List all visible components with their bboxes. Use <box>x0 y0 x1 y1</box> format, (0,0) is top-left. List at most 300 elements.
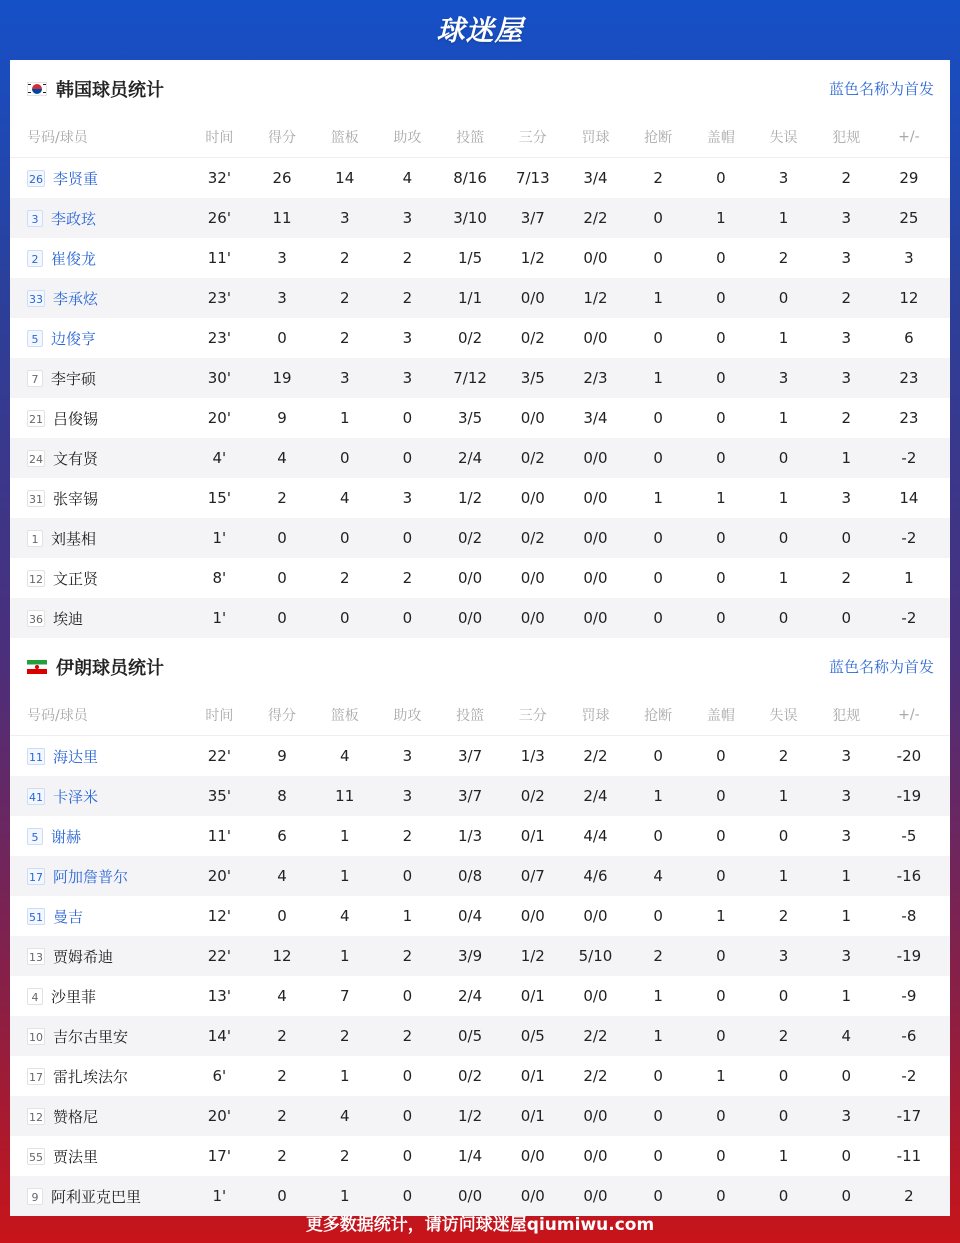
table-row <box>10 1016 950 1056</box>
stat-cell: 1 <box>339 409 350 427</box>
stat-cell: 2 <box>778 907 789 925</box>
stat-cell: 3 <box>841 787 851 805</box>
player-cell <box>10 368 188 389</box>
stat-cell: 1/4 <box>458 1147 483 1165</box>
stat-cell: 0/0 <box>583 449 608 467</box>
stat-cell: 0 <box>339 609 350 627</box>
stat-cell: 3 <box>841 827 851 845</box>
player-name: 边俊亨 <box>51 329 97 348</box>
stat-cell: 1 <box>339 867 350 885</box>
stat-cell: 2/2 <box>583 1067 608 1085</box>
stat-cell: 2 <box>841 169 851 187</box>
stat-cell: 1 <box>716 489 726 507</box>
stat-cell: 23 <box>899 369 919 387</box>
stat-cell: 2 <box>402 569 413 587</box>
stat-cell: 0 <box>653 1147 663 1165</box>
stat-cell: 0/0 <box>520 907 545 925</box>
stat-cell: 0/2 <box>458 329 483 347</box>
table-row <box>10 1136 950 1176</box>
korea-flag-icon <box>27 82 47 96</box>
player-cell <box>10 528 188 549</box>
jersey-number: 10 <box>27 1028 45 1045</box>
table-row <box>10 598 950 638</box>
stat-cell: 0 <box>716 787 726 805</box>
stat-cell: 0 <box>402 409 413 427</box>
jersey-number: 55 <box>27 1148 45 1165</box>
stat-cell: 20' <box>207 409 231 427</box>
stat-cell: 0 <box>716 529 726 547</box>
stat-cell: 0/2 <box>520 529 545 547</box>
stat-cell: 2 <box>277 489 287 507</box>
stat-cell: 1/2 <box>458 489 483 507</box>
stat-cell: 2/4 <box>583 787 608 805</box>
player-cell <box>10 288 188 309</box>
stat-cell: 0 <box>778 449 789 467</box>
stat-cell: 0 <box>778 827 789 845</box>
player-cell <box>10 946 188 967</box>
player-cell <box>10 608 188 629</box>
stat-cell: 0/2 <box>458 1067 483 1085</box>
jersey-number: 11 <box>27 748 45 765</box>
jersey-number: 17 <box>27 868 45 885</box>
stat-cell: 0 <box>716 249 726 267</box>
stat-cell: 0 <box>277 329 287 347</box>
column-header: 投篮 <box>456 708 485 724</box>
stat-cell: 17' <box>207 1147 231 1165</box>
stat-cell: 3 <box>841 209 851 227</box>
stat-cell: 1 <box>778 867 789 885</box>
stat-cell: 2 <box>339 1147 350 1165</box>
stat-cell: 29 <box>899 169 919 187</box>
stat-cell: 30' <box>207 369 231 387</box>
player-rows <box>10 736 950 1216</box>
column-header-row <box>10 695 950 736</box>
table-row <box>10 278 950 318</box>
stat-cell: 3 <box>402 329 413 347</box>
stat-cell: -2 <box>901 529 917 547</box>
jersey-number: 41 <box>27 788 45 805</box>
footer-text: 更多数据统计，请访问球迷屋qiumiwu.com <box>305 1215 655 1235</box>
table-row <box>10 896 950 936</box>
stat-cell: 4 <box>339 1107 350 1125</box>
stat-cell: 0/0 <box>458 569 483 587</box>
player-cell <box>10 1146 188 1167</box>
stat-cell: 3 <box>841 1107 851 1125</box>
stat-cell: 3 <box>402 787 413 805</box>
stat-cell: 0 <box>277 529 287 547</box>
stat-cell: 1' <box>212 609 227 627</box>
player-name: 卡泽米 <box>53 787 99 806</box>
stat-cell: 1 <box>778 329 789 347</box>
stat-cell: 2 <box>402 827 413 845</box>
stat-cell: 2 <box>841 409 851 427</box>
stat-cell: 0/0 <box>583 489 608 507</box>
table-row <box>10 318 950 358</box>
stat-cell: 0 <box>402 1187 413 1205</box>
stat-cell: 0 <box>653 827 663 845</box>
stat-cell: 2 <box>841 289 851 307</box>
player-name: 吉尔古里安 <box>53 1027 129 1046</box>
stat-cell: 3 <box>778 369 789 387</box>
stat-cell: -2 <box>901 1067 917 1085</box>
stat-cell: 15' <box>207 489 231 507</box>
stat-cell: 11' <box>207 249 231 267</box>
stat-cell: 5/10 <box>578 947 613 965</box>
stat-cell: 0/0 <box>583 907 608 925</box>
stat-cell: 0 <box>339 449 350 467</box>
jersey-number: 36 <box>27 610 45 627</box>
stat-cell: 1 <box>339 947 350 965</box>
stat-cell: 20' <box>207 867 231 885</box>
player-cell <box>10 1106 188 1127</box>
stat-cell: 0/0 <box>520 1187 545 1205</box>
stat-cell: 3 <box>841 249 851 267</box>
stat-cell: 3/7 <box>458 787 483 805</box>
stat-cell: 0 <box>277 1187 287 1205</box>
column-header: 盖帽 <box>706 130 735 146</box>
stats-panel <box>10 60 950 1206</box>
column-header: 盖帽 <box>706 708 735 724</box>
stat-cell: 26 <box>272 169 292 187</box>
stat-cell: 0 <box>653 1187 663 1205</box>
stat-cell: 0 <box>716 409 726 427</box>
jersey-number: 17 <box>27 1068 45 1085</box>
stat-cell: 4 <box>653 867 663 885</box>
stat-cell: 4 <box>277 987 287 1005</box>
stat-cell: 4 <box>339 489 350 507</box>
stat-cell: 0 <box>841 1067 851 1085</box>
stat-cell: 0/1 <box>520 827 545 845</box>
stat-cell: 0 <box>716 747 726 765</box>
stat-cell: 0 <box>716 569 726 587</box>
stat-cell: 4/6 <box>583 867 608 885</box>
stat-cell: 0 <box>402 987 413 1005</box>
stat-cell: -5 <box>901 827 917 845</box>
stat-cell: 12 <box>272 947 292 965</box>
stat-cell: 35' <box>207 787 231 805</box>
player-cell <box>10 786 188 807</box>
stat-cell: 2 <box>653 947 663 965</box>
stat-cell: 0 <box>653 249 663 267</box>
player-name: 贾姆希迪 <box>53 947 114 966</box>
stat-cell: 0/1 <box>520 1107 545 1125</box>
jersey-number: 31 <box>27 490 45 507</box>
stat-cell: 0 <box>277 907 287 925</box>
table-row <box>10 198 950 238</box>
table-row <box>10 976 950 1016</box>
stat-cell: 26' <box>207 209 231 227</box>
stat-cell: 0/1 <box>520 1067 545 1085</box>
stat-cell: 0 <box>402 1067 413 1085</box>
stat-cell: 7 <box>339 987 350 1005</box>
jersey-number: 9 <box>27 1188 43 1205</box>
stat-cell: 0 <box>716 987 726 1005</box>
column-header-player: 号码/球员 <box>27 130 88 146</box>
player-cell <box>10 906 188 927</box>
player-cell <box>10 746 188 767</box>
column-header-row <box>10 117 950 158</box>
stat-cell: 0 <box>339 529 350 547</box>
column-header: 时间 <box>205 130 234 146</box>
stat-cell: 1 <box>778 569 789 587</box>
section-title: 韩国球员统计 <box>56 79 164 101</box>
stat-cell: 1 <box>339 1067 350 1085</box>
stat-cell: 3 <box>339 209 350 227</box>
stat-cell: 0 <box>841 529 851 547</box>
stat-cell: 0 <box>716 449 726 467</box>
stat-cell: 1 <box>841 867 851 885</box>
stat-cell: 1 <box>778 409 789 427</box>
stat-cell: 2 <box>339 1027 350 1045</box>
stat-cell: 0 <box>653 449 663 467</box>
stat-cell: 2 <box>653 169 663 187</box>
stat-cell: 0/0 <box>583 529 608 547</box>
stat-cell: -19 <box>896 787 922 805</box>
stat-cell: 0 <box>716 1187 726 1205</box>
stat-cell: 0 <box>716 947 726 965</box>
jersey-number: 5 <box>27 330 43 347</box>
stat-cell: 2/2 <box>583 747 608 765</box>
stat-cell: 1' <box>212 529 227 547</box>
stat-cell: -2 <box>901 449 917 467</box>
stat-cell: -8 <box>901 907 917 925</box>
jersey-number: 2 <box>27 250 43 267</box>
player-name: 崔俊龙 <box>51 249 97 268</box>
column-header: 犯规 <box>832 130 861 146</box>
stat-cell: 1 <box>716 907 726 925</box>
stat-cell: 3 <box>904 249 914 267</box>
stat-cell: 23' <box>207 289 231 307</box>
stat-cell: 2 <box>841 569 851 587</box>
stat-cell: 3 <box>277 289 287 307</box>
column-header: 时间 <box>205 708 234 724</box>
stat-cell: 0 <box>277 609 287 627</box>
table-row <box>10 856 950 896</box>
starter-legend: 蓝色名称为首发 <box>828 80 934 98</box>
stat-cell: 2/4 <box>458 449 483 467</box>
jersey-number: 21 <box>27 410 45 427</box>
stat-cell: 3 <box>402 369 413 387</box>
stat-cell: 2 <box>277 1067 287 1085</box>
stat-cell: 1 <box>841 449 851 467</box>
column-header: 得分 <box>268 130 297 146</box>
column-header: 投篮 <box>456 130 485 146</box>
table-row <box>10 936 950 976</box>
stat-cell: 3 <box>778 169 789 187</box>
stat-cell: 0/5 <box>458 1027 483 1045</box>
stat-cell: 0 <box>841 609 851 627</box>
column-header: 三分 <box>518 708 547 724</box>
stat-cell: 32' <box>207 169 231 187</box>
column-header: 得分 <box>268 708 297 724</box>
stat-cell: 1 <box>339 1187 350 1205</box>
stat-cell: 1/2 <box>583 289 608 307</box>
stat-cell: 3 <box>841 489 851 507</box>
player-cell <box>10 448 188 469</box>
team-section-iran <box>10 638 950 1216</box>
stat-cell: 1 <box>653 987 663 1005</box>
player-name: 文有贤 <box>53 449 99 468</box>
stat-cell: -11 <box>896 1147 922 1165</box>
stat-cell: 8' <box>212 569 227 587</box>
player-cell <box>10 488 188 509</box>
table-row <box>10 238 950 278</box>
stat-cell: 2 <box>339 569 350 587</box>
stat-cell: 0 <box>653 409 663 427</box>
table-row <box>10 158 950 198</box>
stat-cell: 4 <box>402 169 413 187</box>
stat-cell: 2 <box>339 289 350 307</box>
table-row <box>10 558 950 598</box>
footer-banner <box>0 1202 960 1243</box>
stat-cell: 0/0 <box>520 409 545 427</box>
stat-cell: 4 <box>339 907 350 925</box>
stat-cell: 1 <box>339 827 350 845</box>
stat-cell: 1 <box>653 369 663 387</box>
stat-cell: 7/13 <box>515 169 550 187</box>
brand-logo: 球迷屋 <box>436 14 524 47</box>
stat-cell: 2 <box>339 329 350 347</box>
stat-cell: 3 <box>402 489 413 507</box>
stat-cell: 2/2 <box>583 1027 608 1045</box>
stat-cell: 0 <box>716 1027 726 1045</box>
stat-cell: 2 <box>402 289 413 307</box>
section-header <box>10 638 950 695</box>
stat-cell: 2 <box>402 947 413 965</box>
stat-cell: 8 <box>277 787 287 805</box>
stat-cell: -20 <box>896 747 922 765</box>
stat-cell: 0 <box>716 289 726 307</box>
stat-cell: 14 <box>335 169 355 187</box>
stat-cell: 0 <box>778 289 789 307</box>
stat-cell: 3/4 <box>583 409 608 427</box>
stat-cell: 19 <box>272 369 292 387</box>
column-header: 抢断 <box>644 708 673 724</box>
stat-cell: 2 <box>402 249 413 267</box>
table-row <box>10 816 950 856</box>
player-cell <box>10 208 188 229</box>
stat-cell: 1/5 <box>458 249 483 267</box>
column-header: 篮板 <box>330 130 359 146</box>
stat-cell: 0 <box>716 369 726 387</box>
stat-cell: 0 <box>402 529 413 547</box>
stat-cell: 6 <box>904 329 914 347</box>
stat-cell: 2 <box>778 1027 789 1045</box>
stat-cell: 9 <box>277 747 287 765</box>
stat-cell: 0/0 <box>520 289 545 307</box>
stat-cell: 0/0 <box>520 1147 545 1165</box>
stat-cell: 3 <box>402 747 413 765</box>
stat-cell: 0/2 <box>520 787 545 805</box>
jersey-number: 51 <box>27 908 45 925</box>
stat-cell: 1 <box>778 787 789 805</box>
stat-cell: 0/0 <box>583 1187 608 1205</box>
stat-cell: 0/2 <box>520 449 545 467</box>
stat-cell: 2/3 <box>583 369 608 387</box>
player-name: 李政玹 <box>51 209 97 228</box>
player-cell <box>10 328 188 349</box>
stat-cell: 14' <box>207 1027 231 1045</box>
stat-cell: 4 <box>277 449 287 467</box>
stat-cell: 0 <box>716 827 726 845</box>
stat-cell: 4' <box>212 449 227 467</box>
player-name: 李宇硕 <box>51 369 97 388</box>
player-name: 文正贤 <box>53 569 99 588</box>
table-row <box>10 518 950 558</box>
stat-cell: 23 <box>899 409 919 427</box>
stat-cell: 0/2 <box>520 329 545 347</box>
stat-cell: 0/0 <box>583 249 608 267</box>
stat-cell: -2 <box>901 609 917 627</box>
table-row <box>10 1056 950 1096</box>
stat-cell: 0 <box>653 747 663 765</box>
stat-cell: 8/16 <box>453 169 487 187</box>
stat-cell: 1/2 <box>520 947 545 965</box>
column-header: 失误 <box>769 130 798 146</box>
stat-cell: 2 <box>277 1147 287 1165</box>
column-header: +/- <box>898 707 920 723</box>
stat-cell: 6' <box>212 1067 227 1085</box>
stat-cell: 0 <box>653 329 663 347</box>
player-name: 谢赫 <box>51 827 82 846</box>
player-cell <box>10 1066 188 1087</box>
iran-flag-icon <box>27 660 47 674</box>
stat-cell: 0 <box>716 1107 726 1125</box>
stat-cell: 0/5 <box>520 1027 545 1045</box>
jersey-number: 1 <box>27 530 43 547</box>
column-header-player: 号码/球员 <box>27 708 88 724</box>
player-name: 赞格尼 <box>53 1107 99 1126</box>
stat-cell: 0 <box>402 1147 413 1165</box>
stat-cell: 0 <box>841 1147 851 1165</box>
player-cell <box>10 568 188 589</box>
stat-cell: 3/10 <box>453 209 487 227</box>
column-header: 犯规 <box>832 708 861 724</box>
stat-cell: 25 <box>899 209 919 227</box>
stat-cell: 0 <box>716 1147 726 1165</box>
player-cell <box>10 986 188 1007</box>
column-header: 抢断 <box>644 130 673 146</box>
stat-cell: 1 <box>653 787 663 805</box>
jersey-number: 5 <box>27 828 43 845</box>
stat-cell: 3 <box>778 947 789 965</box>
stat-cell: 1 <box>904 569 914 587</box>
stat-cell: 0 <box>653 609 663 627</box>
stat-cell: 0/1 <box>520 987 545 1005</box>
player-cell <box>10 1026 188 1047</box>
stat-cell: 0/0 <box>583 1147 608 1165</box>
stat-cell: 1 <box>778 209 789 227</box>
player-name: 刘基相 <box>51 529 97 548</box>
stat-cell: -17 <box>896 1107 922 1125</box>
stat-cell: 0 <box>653 529 663 547</box>
player-name: 阿加詹普尔 <box>53 867 129 886</box>
player-cell <box>10 866 188 887</box>
stat-cell: 0 <box>716 329 726 347</box>
stat-cell: 0 <box>778 529 789 547</box>
stat-cell: 3 <box>339 369 350 387</box>
stat-cell: 0 <box>402 1107 413 1125</box>
stat-cell: 4 <box>841 1027 851 1045</box>
player-name: 李贤重 <box>53 169 99 188</box>
stat-cell: 1 <box>841 987 851 1005</box>
player-name: 海达里 <box>53 747 99 766</box>
stat-cell: 0 <box>778 1187 789 1205</box>
stat-cell: 11 <box>272 209 292 227</box>
stat-cell: 3 <box>277 249 287 267</box>
stat-cell: 22' <box>207 947 231 965</box>
column-header: 篮板 <box>330 708 359 724</box>
